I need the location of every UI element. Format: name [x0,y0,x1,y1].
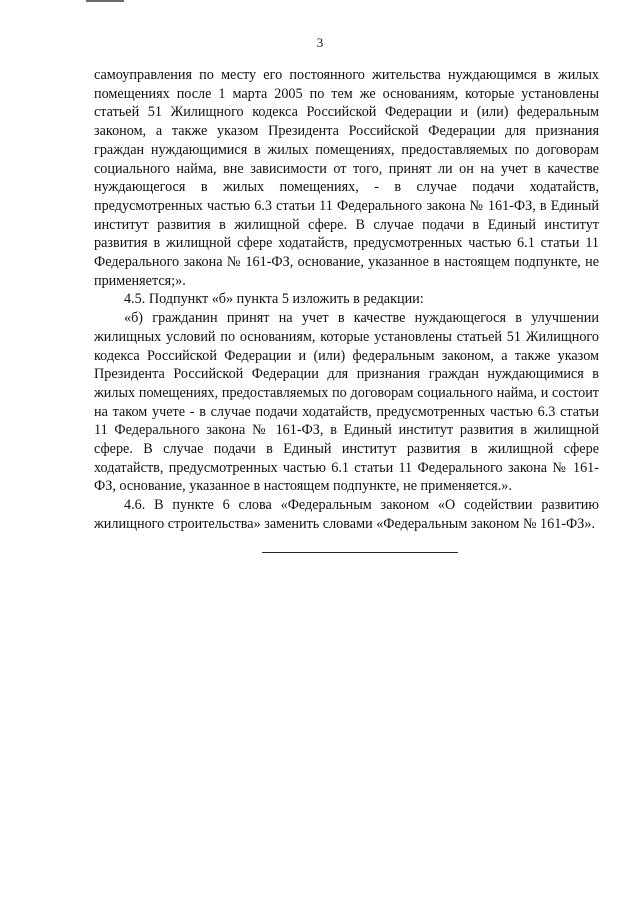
paragraph-continuation: самоуправления по месту его постоянного жительства нуждающимся в жилых помещениях после 1 марта 2005 по тем же основаниям, которые установлены статьей 51 Жилищного кодекса Российской Федерации и (или) федеральным законом, а также указом Президента Российской Федерации для признания граждан нуждающимися в жилых помещениях, предоставляемых по договорам социального найма, вне зависимости от того, принят ли он на учет в качестве нуждающегося в жилых помещениях, - в случае подачи ходатайств, предусмотренных частью 6.3 статьи 11 Федерального закона № 161-ФЗ, в Единый институт развития в жилищной сфере. В случае подачи в Единый институт развития в жилищной сфере ходатайств, предусмотренных частью 6.1 статьи 11 Федерального закона № 161-ФЗ, основание, указанное в настоящем подпункте, не применяется;». [94,67,599,289]
scan-artifact-line [86,0,124,2]
page-number: 3 [316,35,324,50]
paragraph-subitem-b: «б) гражданин принят на учет в качестве нуждающегося в улучшении жилищных условий по основаниям, которые установлены статьей 51 Жилищного кодекса Российской Федерации и (или) федеральным законом, а также указом Президента Российской Федерации для признания граждан нуждающимися в жилых помещениях, предоставляемых по договорам социального найма, и состоит на таком учете - в случае подачи ходатайств, предусмотренных частью 6.3 статьи 11 Федерального закона № 161-ФЗ, в Единый институт развития в жилищной сфере. В случае подачи в Единый институт развития в жилищной сфере ходатайств, предусмотренных частью 6.1 статьи 11 Федерального закона № 161-ФЗ, основание, указанное в настоящем подпункте, не применяется.». [94,310,599,495]
paragraph-4-5: 4.5. Подпункт «б» пункта 5 изложить в редакции: [124,291,424,308]
document-body [94,66,599,534]
paragraph-4-6: 4.6. В пункте 6 слова «Федеральным законом «О содействии развитию жилищного строительства» заменить словами «Федеральным законом № 161-ФЗ». [94,497,599,532]
end-of-text-rule [262,552,458,553]
